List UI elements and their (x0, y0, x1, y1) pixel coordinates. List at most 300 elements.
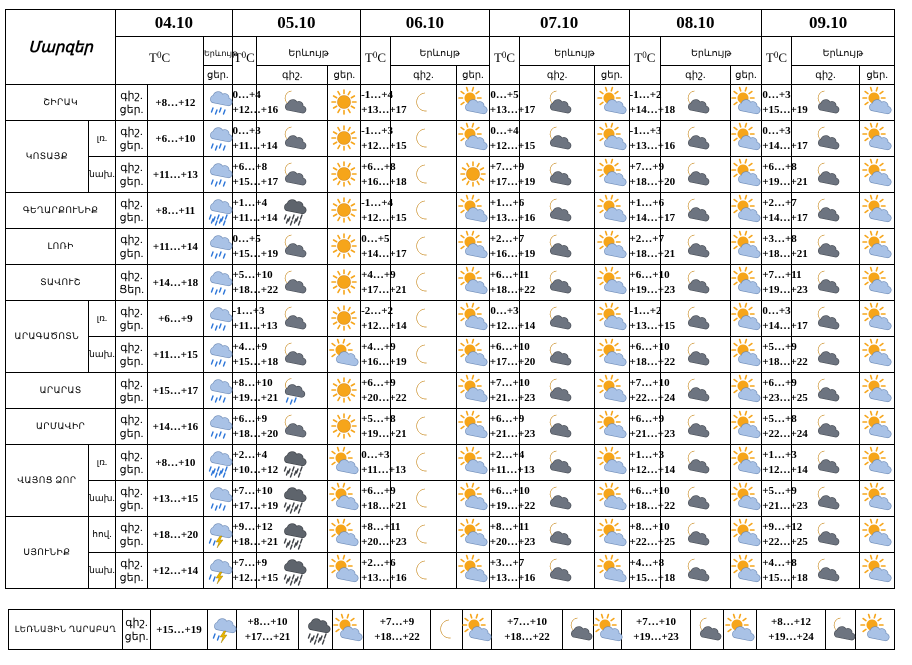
night-day-label: գիշ. ցեր. (116, 301, 148, 337)
moon-cloud-icon (812, 197, 838, 225)
day-weather-cell (730, 301, 762, 337)
sun-cloud-icon (864, 413, 890, 441)
temp-range: +6…+10 +19…+23 (629, 265, 661, 301)
temp-range: 0…+3 +11…+13 (361, 445, 391, 481)
temp-range: +1…+6 +14…+17 (629, 193, 661, 229)
temp-range: +5…+10 +18…+22 (232, 265, 256, 301)
day-weather-cell (594, 121, 629, 157)
cloud-rain-icon (205, 89, 231, 117)
day-weather-cell (328, 121, 361, 157)
temp-range: -1…+2 +14…+18 (629, 85, 661, 121)
temp-range: +6…+9 +21…+23 (629, 409, 661, 445)
dark-cloud-rain-icon (279, 521, 305, 549)
moon-cloud-icon (694, 616, 720, 644)
moon-cloud-icon (812, 377, 838, 405)
cloud-rain-icon (205, 413, 231, 441)
night-day-label: գիշ. ցեր. (116, 517, 148, 553)
weather-cell (203, 301, 232, 337)
day-weather-cell (328, 265, 361, 301)
temp-range: +7…+10 +21…+23 (489, 373, 520, 409)
sun-cloud-icon (864, 305, 890, 333)
day-weather-cell (730, 337, 762, 373)
dark-cloud-rain-icon (279, 485, 305, 513)
weather-cell (203, 157, 232, 193)
day-weather-cell (860, 553, 895, 589)
night-day-label: գիշ. ցեր. (116, 121, 148, 157)
sun-cloud-icon (460, 521, 486, 549)
temp-range: 0…+3 +11…+14 (232, 121, 256, 157)
subregion-label: լռ. (88, 445, 116, 481)
region-name: ՎԱՅՈՑ ՁՈՐ (6, 445, 89, 517)
sun-cloud-icon (864, 377, 890, 405)
sun-cloud-icon (331, 485, 357, 513)
date-header: 08.10 (629, 10, 762, 37)
weather-header: Երևույթ (257, 37, 361, 66)
sun-cloud-icon (460, 197, 486, 225)
night-day-label: գիշ. ցեր. (116, 85, 148, 121)
sun-icon (331, 161, 357, 189)
moon-cloud-icon (544, 557, 570, 585)
sun-cloud-icon (733, 521, 759, 549)
moon-icon (410, 521, 436, 549)
subregion-label: նախ. (88, 157, 116, 193)
night-day-label: գիշ. ցեր. (116, 373, 148, 409)
sun-cloud-icon (599, 233, 625, 261)
cloud-rain-icon (205, 125, 231, 153)
temp-range: +6…+9 +21…+23 (489, 409, 520, 445)
temp-value: +6…+10 (147, 121, 203, 157)
day-weather-cell (328, 445, 361, 481)
moon-cloud-icon (279, 413, 305, 441)
sun-cloud-icon (460, 485, 486, 513)
day-weather-cell (594, 337, 629, 373)
day-weather-cell (457, 337, 490, 373)
moon-cloud-icon (544, 89, 570, 117)
region-name: ՇԻՐԱԿ (6, 85, 116, 121)
sun-icon (331, 233, 357, 261)
moon-icon (410, 269, 436, 297)
moon-cloud-icon (682, 305, 708, 333)
temp-range: +7…+11 +19…+23 (762, 265, 792, 301)
day-header: ցեր. (860, 66, 895, 85)
sun-cloud-icon (460, 557, 486, 585)
dark-cloud-rain-icon (279, 449, 305, 477)
sun-cloud-icon (864, 197, 890, 225)
weather-header: Երևույթ (203, 37, 232, 66)
moon-icon (410, 485, 436, 513)
temp-range: -1…+3 +12…+15 (361, 121, 391, 157)
sun-cloud-icon (599, 125, 625, 153)
day-weather-cell (860, 337, 895, 373)
day-weather-cell (730, 85, 762, 121)
region-name: ԱՐԱԳԱԾՈՏՆ (6, 301, 89, 373)
night-day-label: գիշ. ցեր. (116, 553, 148, 589)
sun-cloud-icon (460, 413, 486, 441)
day-weather-cell (730, 229, 762, 265)
region-name: ԿՈՏԱՅՔ (6, 121, 89, 193)
sun-icon (331, 413, 357, 441)
temp-range: +7…+10 +19…+23 (622, 610, 691, 650)
moon-cloud-icon (682, 233, 708, 261)
temp-value: +8…+11 (147, 193, 203, 229)
day-weather-cell (860, 193, 895, 229)
temp-range: +1…+3 +12…+14 (629, 445, 661, 481)
moon-icon (410, 413, 436, 441)
day-weather-cell (730, 193, 762, 229)
moon-cloud-icon (812, 485, 838, 513)
cloud-lightning-icon (205, 557, 231, 585)
day-weather-cell (860, 481, 895, 517)
day-weather-cell (328, 85, 361, 121)
day-weather-cell (457, 121, 490, 157)
moon-cloud-icon (682, 89, 708, 117)
sun-cloud-icon (864, 485, 890, 513)
sun-cloud-icon (460, 125, 486, 153)
temp-header: $T^0C$ (232, 37, 256, 85)
temp-range: +5…+8 +19…+21 (361, 409, 391, 445)
moon-cloud-icon (544, 161, 570, 189)
day-weather-cell (730, 373, 762, 409)
moon-cloud-icon (544, 341, 570, 369)
temp-range: +8…+11 +20…+23 (489, 517, 520, 553)
temp-range: +1…+3 +12…+14 (762, 445, 792, 481)
cloud-rain-icon (205, 233, 231, 261)
temp-range: +8…+10 +19…+21 (232, 373, 256, 409)
moon-cloud-icon (544, 233, 570, 261)
temp-range: +6…+9 +18…+21 (361, 481, 391, 517)
sun-cloud-icon (599, 161, 625, 189)
moon-cloud-icon (812, 449, 838, 477)
day-weather-cell (860, 157, 895, 193)
moon-cloud-icon (279, 233, 305, 261)
sun-cloud-icon (599, 341, 625, 369)
moon-cloud-icon (544, 125, 570, 153)
temp-range: 0…+4 +12…+16 (232, 85, 256, 121)
temp-range: 0…+3 +14…+17 (762, 121, 792, 157)
moon-cloud-icon (812, 413, 838, 441)
temp-header: $T^0C$ (489, 37, 520, 85)
temp-value: +14…+16 (147, 409, 203, 445)
temp-value: +6…+9 (147, 301, 203, 337)
moon-cloud-icon (682, 269, 708, 297)
temp-range: +5…+8 +22…+24 (762, 409, 792, 445)
night-day-label: գիշ. ցեր. (116, 445, 148, 481)
sun-cloud-icon (733, 197, 759, 225)
sun-cloud-icon (733, 233, 759, 261)
sun-cloud-icon (727, 616, 753, 644)
weather-cell (203, 265, 232, 301)
moon-icon (410, 305, 436, 333)
moon-cloud-icon (812, 233, 838, 261)
sun-cloud-icon (599, 557, 625, 585)
temp-range: +3…+8 +18…+21 (762, 229, 792, 265)
day-weather-cell (860, 85, 895, 121)
subregion-label: նախ. (88, 337, 116, 373)
moon-icon (410, 449, 436, 477)
temp-range: -1…+4 +13…+17 (361, 85, 391, 121)
weather-cell (203, 373, 232, 409)
temp-range: +6…+10 +17…+20 (489, 337, 520, 373)
date-header: 05.10 (232, 10, 361, 37)
sun-icon (331, 89, 357, 117)
temp-range: 0…+3 +12…+14 (489, 301, 520, 337)
moon-cloud-icon (544, 521, 570, 549)
day-weather-cell (328, 301, 361, 337)
sun-cloud-icon (733, 449, 759, 477)
moon-cloud-rain-icon (279, 377, 305, 405)
sun-cloud-icon (733, 557, 759, 585)
weather-header: Երևույթ (661, 37, 762, 66)
sun-cloud-icon (864, 269, 890, 297)
subregion-label: նախ. (88, 481, 116, 517)
temp-range: +6…+9 +20…+22 (361, 373, 391, 409)
moon-cloud-icon (812, 305, 838, 333)
moon-cloud-icon (544, 485, 570, 513)
temp-range: +2…+7 +18…+21 (629, 229, 661, 265)
sun-cloud-icon (733, 305, 759, 333)
day-weather-cell (457, 157, 490, 193)
day-weather-cell (730, 481, 762, 517)
night-day-label: գիշ. Ցեր. (116, 265, 148, 301)
temp-range: +5…+9 +21…+23 (762, 481, 792, 517)
moon-cloud-icon (812, 161, 838, 189)
day-weather-cell (730, 265, 762, 301)
moon-icon (410, 377, 436, 405)
region-name: ԱՐՄԱՎԻՐ (6, 409, 116, 445)
sun-cloud-icon (864, 449, 890, 477)
subregion-label: նախ. (88, 553, 116, 589)
sun-cloud-icon (460, 305, 486, 333)
regions-title: Մարզեր (6, 10, 116, 85)
day-weather-cell (594, 85, 629, 121)
weather-header: Երևույթ (390, 37, 489, 66)
temp-range: +7…+10 +17…+19 (232, 481, 256, 517)
day-weather-cell (457, 193, 490, 229)
day-weather-cell (328, 193, 361, 229)
moon-cloud-icon (812, 269, 838, 297)
day-weather-cell (860, 121, 895, 157)
night-day-label: գիշ. ցեր. (116, 337, 148, 373)
sun-cloud-icon (335, 616, 361, 644)
moon-cloud-icon (682, 125, 708, 153)
day-header: ցեր. (328, 66, 361, 85)
temp-value: +11…+14 (147, 229, 203, 265)
sun-cloud-icon (599, 305, 625, 333)
temp-range: +4…+9 +16…+19 (361, 337, 391, 373)
sun-cloud-icon (460, 269, 486, 297)
day-weather-cell (860, 373, 895, 409)
day-weather-cell (457, 301, 490, 337)
night-weather-cell (691, 610, 724, 650)
night-weather-cell (299, 610, 333, 650)
sun-cloud-icon (331, 521, 357, 549)
day-weather-cell (328, 157, 361, 193)
temp-range: -1…+3 +11…+13 (232, 301, 256, 337)
region-name: ԳԵՂԱՐՔՈՒՆԻՔ (6, 193, 116, 229)
moon-cloud-icon (565, 616, 591, 644)
cloud-rain-icon (205, 341, 231, 369)
sun-cloud-icon (460, 89, 486, 117)
temp-range: +4…+8 +15…+18 (762, 553, 792, 589)
temp-range: 0…+3 +15…+19 (762, 85, 792, 121)
sun-cloud-icon (460, 449, 486, 477)
forecast-table (5, 9, 895, 589)
subregion-label: լռ. (88, 121, 116, 157)
temp-range: +8…+10 +22…+25 (629, 517, 661, 553)
moon-cloud-icon (812, 89, 838, 117)
temp-range: +9…+12 +22…+25 (762, 517, 792, 553)
sun-cloud-icon (331, 557, 357, 585)
moon-cloud-icon (544, 197, 570, 225)
day-weather-cell (457, 445, 490, 481)
sun-cloud-icon (864, 161, 890, 189)
sun-cloud-icon (460, 377, 486, 405)
day-weather-cell (594, 517, 629, 553)
temp-range: +7…+10 +22…+24 (629, 373, 661, 409)
sun-cloud-icon (862, 616, 888, 644)
temp-range: +2…+4 +10…+12 (232, 445, 256, 481)
moon-cloud-icon (279, 341, 305, 369)
sun-cloud-icon (864, 233, 890, 261)
day-weather-cell (328, 517, 361, 553)
night-day-label: գիշ. ցեր. (116, 481, 148, 517)
region-name: ԼՈՌԻ (6, 229, 116, 265)
sun-cloud-icon (599, 485, 625, 513)
temp-range: 0…+4 +12…+15 (489, 121, 520, 157)
weather-header: Երևույթ (520, 37, 629, 66)
temp-range: -1…+2 +13…+15 (629, 301, 661, 337)
day-weather-cell (730, 553, 762, 589)
region-name: ԼԵՌՆԱՅԻՆ ՂԱՐԱԲԱՂ (9, 610, 123, 650)
day-weather-cell (328, 373, 361, 409)
temp-value: +11…+13 (147, 157, 203, 193)
night-header: գիշ. (390, 66, 456, 85)
cloud-rain-icon (205, 485, 231, 513)
temp-range: +8…+10 +17…+21 (237, 610, 299, 650)
cloud-rain-icon (205, 269, 231, 297)
day-weather-cell (860, 229, 895, 265)
day-weather-cell (594, 553, 629, 589)
day-weather-cell (594, 481, 629, 517)
temp-range: +6…+8 +19…+21 (762, 157, 792, 193)
moon-cloud-icon (682, 449, 708, 477)
temp-range: +2…+4 +11…+13 (489, 445, 520, 481)
moon-cloud-icon (682, 377, 708, 405)
karabakh-forecast-table (8, 609, 895, 650)
dark-cloud-rain-icon (279, 197, 305, 225)
sun-cloud-icon (733, 89, 759, 117)
sun-cloud-icon (733, 341, 759, 369)
moon-cloud-icon (279, 89, 305, 117)
day-weather-cell (457, 553, 490, 589)
temp-range: +8…+11 +20…+23 (361, 517, 391, 553)
temp-value: +18…+20 (147, 517, 203, 553)
sun-cloud-icon (599, 413, 625, 441)
date-header: 06.10 (361, 10, 490, 37)
sun-cloud-icon (599, 377, 625, 405)
day-weather-cell (860, 409, 895, 445)
weather-cell (203, 85, 232, 121)
temp-range: +7…+9 +18…+22 (364, 610, 431, 650)
sun-cloud-icon (331, 341, 357, 369)
temp-range: +6…+10 +19…+22 (489, 481, 520, 517)
weather-cell (208, 610, 237, 650)
night-day-label: գիշ. ցեր. (116, 157, 148, 193)
sun-icon (331, 377, 357, 405)
moon-cloud-icon (812, 557, 838, 585)
day-weather-cell (457, 481, 490, 517)
sun-cloud-icon (733, 125, 759, 153)
weather-cell (203, 445, 232, 481)
day-weather-cell (328, 229, 361, 265)
sun-cloud-icon (599, 269, 625, 297)
moon-cloud-icon (682, 161, 708, 189)
temp-range: +7…+9 +18…+20 (629, 157, 661, 193)
sun-cloud-icon (864, 521, 890, 549)
day-weather-cell (860, 265, 895, 301)
day-weather-cell (333, 610, 364, 650)
temp-range: +6…+10 +18…+22 (629, 337, 661, 373)
day-weather-cell (594, 301, 629, 337)
day-weather-cell (328, 409, 361, 445)
sun-cloud-icon (599, 521, 625, 549)
sun-icon (331, 197, 357, 225)
sun-icon (331, 305, 357, 333)
day-weather-cell (594, 265, 629, 301)
moon-cloud-icon (682, 521, 708, 549)
temp-header: $T^0C$ (762, 37, 792, 85)
day-weather-cell (457, 517, 490, 553)
moon-cloud-icon (812, 341, 838, 369)
day-weather-cell (730, 517, 762, 553)
subregion-label: հով. (88, 517, 116, 553)
moon-cloud-icon (279, 269, 305, 297)
sun-cloud-icon (864, 557, 890, 585)
cloud-rain-icon (205, 161, 231, 189)
sun-cloud-icon (595, 616, 621, 644)
date-header: 09.10 (762, 10, 895, 37)
temp-range: +4…+9 +15…+18 (232, 337, 256, 373)
sun-cloud-icon (599, 449, 625, 477)
moon-icon (410, 161, 436, 189)
night-header: գիշ. (520, 66, 595, 85)
moon-cloud-icon (812, 125, 838, 153)
temp-range: +1…+4 +11…+14 (232, 193, 256, 229)
temp-range: +6…+9 +23…+25 (762, 373, 792, 409)
sun-cloud-icon (599, 89, 625, 117)
day-weather-cell (594, 229, 629, 265)
day-header: ցեր. (203, 66, 232, 85)
temp-range: 0…+5 +13…+17 (489, 85, 520, 121)
temp-range: +7…+9 +12…+15 (232, 553, 256, 589)
moon-icon (410, 233, 436, 261)
cloud-rain-heavy-icon (205, 197, 231, 225)
temp-value: +12…+14 (147, 553, 203, 589)
sun-cloud-icon (599, 197, 625, 225)
subregion-label: լռ. (88, 301, 116, 337)
day-weather-cell (457, 373, 490, 409)
sun-cloud-icon (331, 449, 357, 477)
day-weather-cell (594, 193, 629, 229)
moon-cloud-icon (279, 161, 305, 189)
temp-range: +3…+7 +13…+16 (489, 553, 520, 589)
day-weather-cell (860, 301, 895, 337)
day-weather-cell (594, 445, 629, 481)
region-name: ՍՅՈՒՆԻՔ (6, 517, 89, 589)
sun-cloud-icon (864, 125, 890, 153)
region-name: ԱՐԱՐԱՏ (6, 373, 116, 409)
sun-cloud-icon (733, 269, 759, 297)
